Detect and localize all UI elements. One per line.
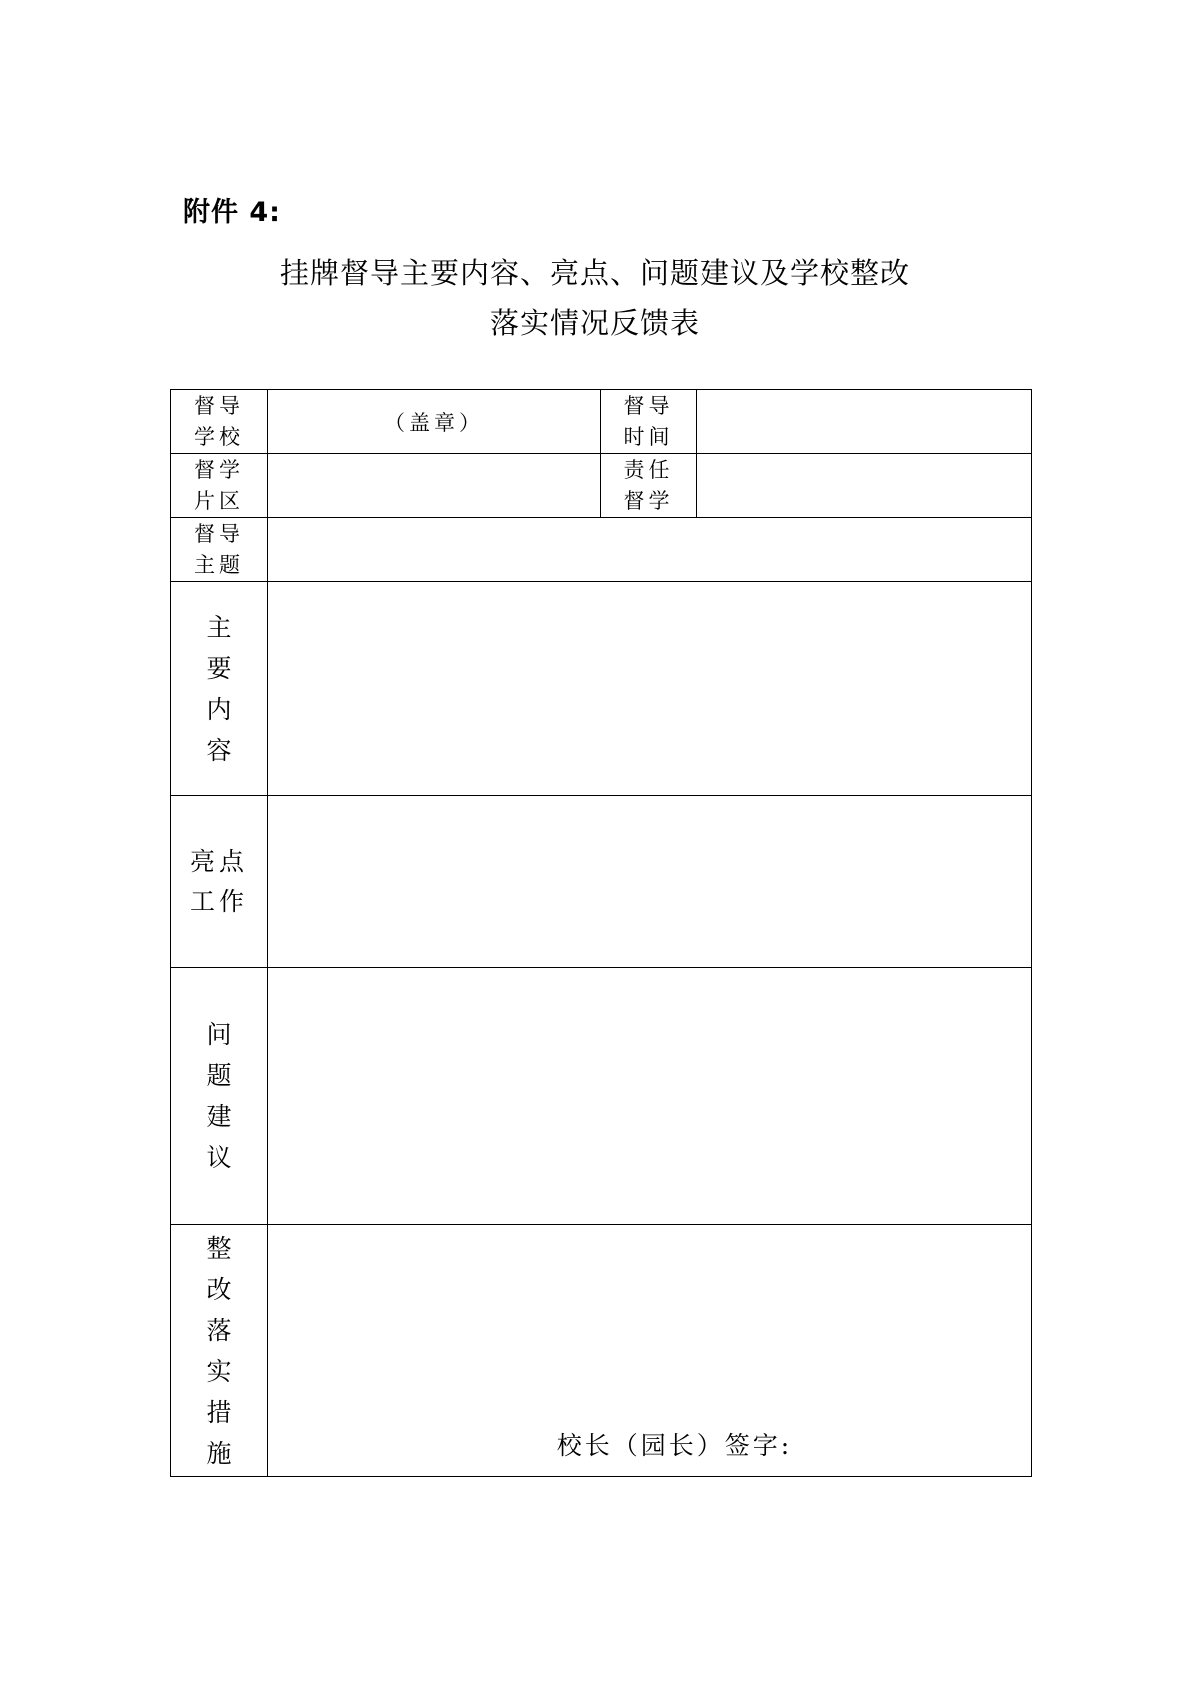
inspector-label-line1: 责任 [623, 457, 674, 482]
content-label-char: 要 [206, 653, 232, 683]
time-label-line2: 时间 [623, 424, 674, 449]
row-highlights [171, 796, 1032, 968]
issues-label-char: 题 [206, 1061, 232, 1090]
content-label-char: 内 [206, 694, 232, 724]
row-school-time [171, 390, 1032, 454]
rectification-label-char: 落 [206, 1315, 232, 1345]
form-title-line-2: 落实情况反馈表 [489, 306, 700, 340]
issues-label-char: 建 [206, 1102, 232, 1131]
rectification-label-char: 施 [206, 1438, 232, 1468]
theme-label-cell [171, 518, 268, 582]
content-label-cell [171, 582, 268, 796]
feedback-form-table [170, 389, 1032, 1477]
theme-label-line1: 督导 [194, 521, 244, 546]
rectification-label-char: 实 [206, 1356, 232, 1386]
school-label-line2: 学校 [194, 424, 244, 449]
highlights-label-cell [171, 796, 268, 968]
content-label-char: 主 [206, 612, 232, 642]
district-value-cell[interactable] [268, 454, 601, 518]
district-label-line2: 片区 [194, 488, 244, 513]
district-label-cell [171, 454, 268, 518]
highlights-label-line1: 亮点 [189, 846, 248, 876]
time-label-line1: 督导 [623, 393, 674, 418]
content-label-char: 容 [206, 735, 232, 765]
inspector-value-cell[interactable] [697, 454, 1032, 518]
rectification-label-char: 改 [206, 1274, 232, 1304]
inspector-label-cell [601, 454, 697, 518]
time-label-cell [601, 390, 697, 454]
row-main-content [171, 582, 1032, 796]
stamp-note: （盖章） [384, 410, 484, 435]
content-value-cell[interactable] [268, 582, 1032, 796]
rectification-label-char: 整 [206, 1233, 232, 1263]
rectification-label-char: 措 [206, 1397, 232, 1427]
attachment-label: 附件 4: [183, 197, 281, 228]
theme-value-cell[interactable] [268, 518, 1032, 582]
form-title-line-1: 挂牌督导主要内容、亮点、问题建议及学校整改 [279, 256, 910, 290]
inspector-label-line2: 督学 [623, 488, 674, 513]
principal-signature-label: 校长（园长）签字: [556, 1431, 793, 1460]
row-theme [171, 518, 1032, 582]
highlights-label-line2: 工作 [189, 886, 248, 916]
row-rectification [171, 1225, 1032, 1477]
theme-label-line2: 主题 [194, 552, 244, 577]
school-label-line1: 督导 [194, 393, 244, 418]
row-issues [171, 968, 1032, 1225]
issues-value-cell[interactable] [268, 968, 1032, 1225]
district-label-line1: 督学 [194, 457, 244, 482]
school-value-cell[interactable] [268, 390, 601, 454]
time-value-cell[interactable] [697, 390, 1032, 454]
rectification-value-cell[interactable] [268, 1225, 1032, 1477]
issues-label-char: 问 [206, 1020, 232, 1049]
rectification-label-cell [171, 1225, 268, 1477]
issues-label-cell [171, 968, 268, 1225]
row-district-inspector [171, 454, 1032, 518]
issues-label-char: 议 [206, 1143, 232, 1172]
highlights-value-cell[interactable] [268, 796, 1032, 968]
school-label-cell [171, 390, 268, 454]
